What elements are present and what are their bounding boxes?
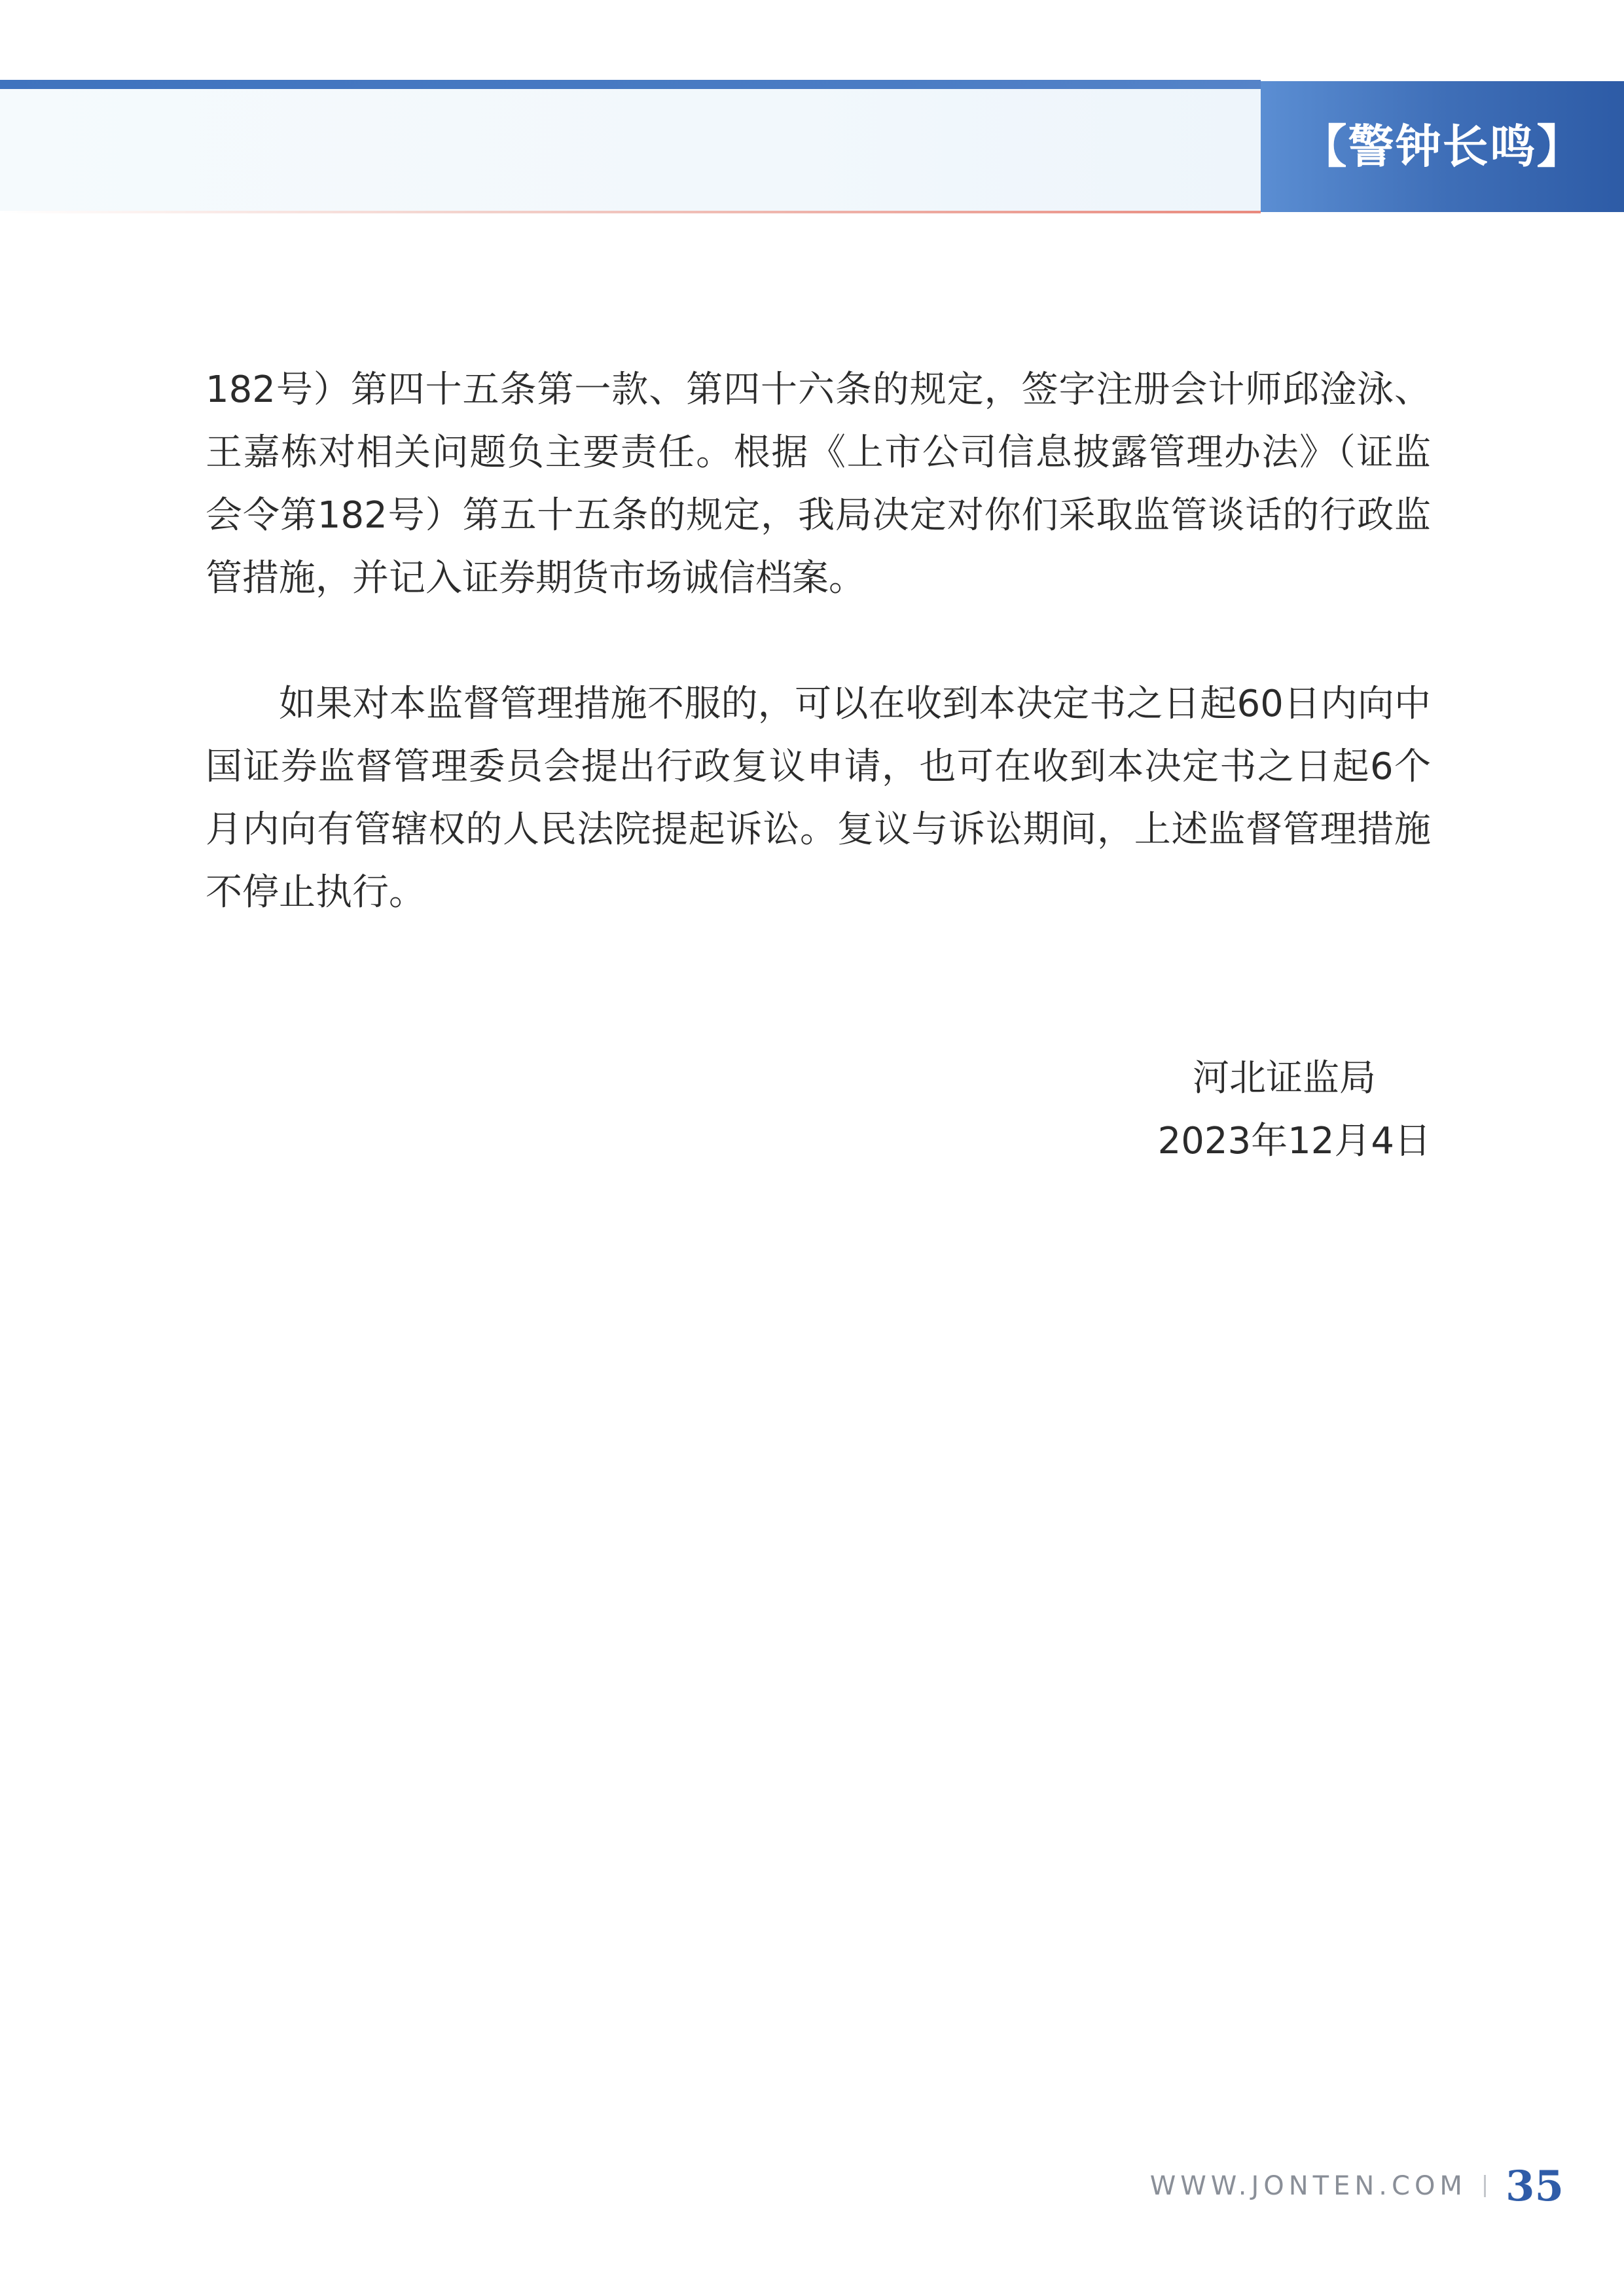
page-number: 35 <box>1505 2161 1564 2211</box>
footer-divider <box>1484 2175 1486 2197</box>
signature-org: 河北证监局 <box>1193 1057 1376 1100</box>
paragraph-decision: 182号）第四十五条第一款、第四十六条的规定，签字注册会计师邱淦泳、王嘉栋对相关问题负主要责任。根据《上市公司信息披露管理办法》（证监会令第182号）第五十五条的规定，我局决定对你们采取监管谈话的行政监管措施，并记入证券期货市场诚信档案。 <box>206 368 1431 600</box>
document-body <box>206 359 1431 924</box>
page-footer <box>1150 2160 1564 2212</box>
section-title-tab: 【警钟长鸣】 <box>1261 81 1624 212</box>
header-top-line <box>0 80 1261 89</box>
footer-website-link[interactable]: WWW.JONTEN.COM <box>1149 2171 1467 2201</box>
paragraph-appeal-rights: 如果对本监督管理措施不服的，可以在收到本决定书之日起60日内向中国证券监督管理委员会提出行政复议申请，也可在收到本决定书之日起6个月内向有管辖权的人民法院提起诉讼。复议与诉讼期间，上述监督管理措施不停止执行。 <box>206 683 1431 914</box>
header-band <box>0 89 1261 211</box>
signature-block <box>982 1047 1431 1173</box>
header-accent-line <box>0 211 1261 213</box>
signature-date: 2023年12月4日 <box>1157 1120 1431 1162</box>
